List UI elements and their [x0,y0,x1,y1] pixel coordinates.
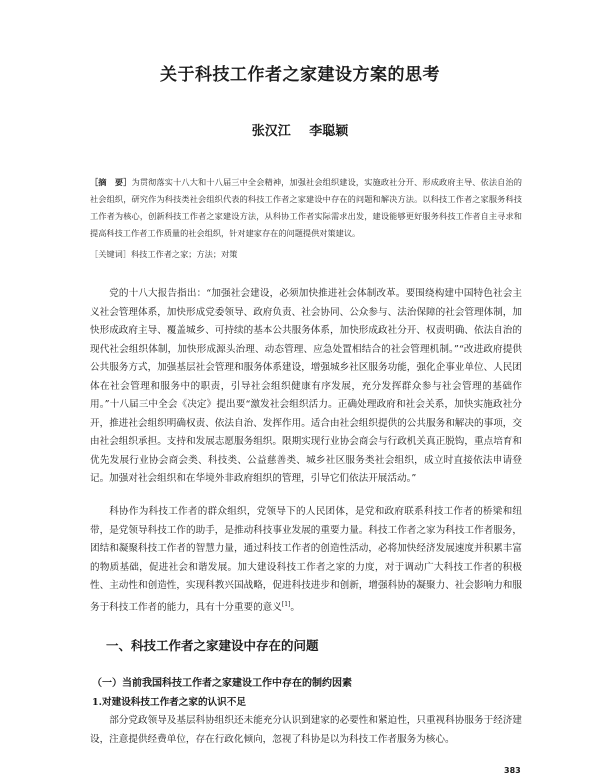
section-heading: 一、科技工作者之家建设中存在的问题 [106,638,319,653]
author-name: 张汉江 [251,124,291,139]
page-number: 383 [504,766,521,775]
abstract-text: 为贯彻落实十八大和十八届三中全会精神，加强社会组织建设，实施政社分开、形成政府主导、依法自治的社会组织，研究作为科技类社会组织代表的科技工作者之家建设中存在的问题和解决方法。以科技工作者之家服务科技工作者为核心，创新科技工作者之家建设方法，从科协工作者实际需求出发，建设能够更好服务科技工作者自主寻求和提高科技工作者工作质量的社会组织，针对建家存在的问题提供对策建议。 [90,177,522,238]
keywords-text: 科技工作者之家；方法；对策 [130,249,238,259]
abstract-label: ［摘 要］ [90,177,132,187]
keywords-label: ［关键词］ [90,249,131,259]
body-paragraph [90,503,522,617]
paper-title: 关于科技工作者之家建设方案的思考 [160,65,440,85]
keywords [90,246,522,263]
subsubsection-heading: 1.对建设科技工作者之家的认识不足 [92,697,246,708]
citation-marker: [1] [281,600,291,608]
paragraph-text: 部分党政领导及基层科协组织还未能充分认识到建家的必要性和紧迫性，只重视科协服务于经济建设，注意提供经费单位，存在行政化倾向，忽视了科协是以为科技工作者服务为核心。 [90,715,522,745]
paragraph-content: 科协作为科技工作者的群众组织，党领导下的人民团体，是党和政府联系科技工作者的桥梁和纽带，是党领导科技工作的助手，是推动科技事业发展的重要力量。科技工作者之家为科技工作者服务，团结和凝聚科技工作者的智慧力量，通过科技工作者的创造性活动，必将加快经济发展速度并积累丰富的物质基础，促进社会和谐发展。加大建设科技工作者之家的力度，对于调动广大科技工作者的积极性、主动性和创造性，实现科教兴国战略，促进科技进步和创新，增强科协的凝聚力、社会影响力和服务于科技工作者的能力，具有十分重要的意义 [90,506,522,613]
body-paragraph [90,285,522,489]
paragraph-text: 科协作为科技工作者的群众组织，党领导下的人民团体，是党和政府联系科技工作者的桥梁和纽带，是党领导科技工作的助手，是推动科技事业发展的重要力量。科技工作者之家为科技工作者服务，团结和凝聚科技工作者的智慧力量，通过科技工作者的创造性活动，必将加快经济发展速度并积累丰富的物质基础，促进社会和谐发展。加大建设科技工作者之家的力度，对于调动广大科技工作者的积极性、主动性和创造性，实现科教兴国战略，促进科技进步和创新，增强科协的凝聚力、社会影响力和服务于科技工作者的能力，具有十分重要的意义[1]。 [90,506,522,613]
subsection-heading: （一）当前我国科技工作者之家建设工作中存在的制约因素 [92,678,352,689]
body-paragraph [90,712,522,749]
abstract [90,174,522,242]
author-list [0,120,600,139]
author-name: 李聪颖 [309,124,349,139]
paragraph-text: 党的十八大报告指出：“加强社会建设，必须加快推进社会体制改革。要围绕构建中国特色社会主义社会管理体系，加快形成党委领导、政府负责、社会协同、公众参与、法治保障的社会管理体制，加快形成政府主导、覆盖城乡、可持续的基本公共服务体系，加快形成政社分开、权责明确、依法自治的现代社会组织体制，加快形成源头治理、动态管理、应急处置相结合的社会管理机制。”“改进政府提供公共服务方式，加强基层社会管理和服务体系建设，增强城乡社区服务功能，强化企事业单位、人民团体在社会管理和服务中的职责，引导社会组织健康有序发展，充分发挥群众参与社会管理的基础作用。”十八届三中全会《决定》提出要“激发社会组织活力。正确处理政府和社会关系，加快实施政社分开，推进社会组织明确权责、依法自治、发挥作用。适合由社会组织提供的公共服务和解决的事项，交由社会组织承担。支持和发展志愿服务组织。限期实现行业协会商会与行政机关真正脱钩，重点培育和优先发展行业协会商会类、科技类、公益慈善类、城乡社区服务类社会组织，成立时直接依法申请登记。加强对社会组织和在华境外非政府组织的管理，引导它们依法开展活动。” [90,288,522,484]
